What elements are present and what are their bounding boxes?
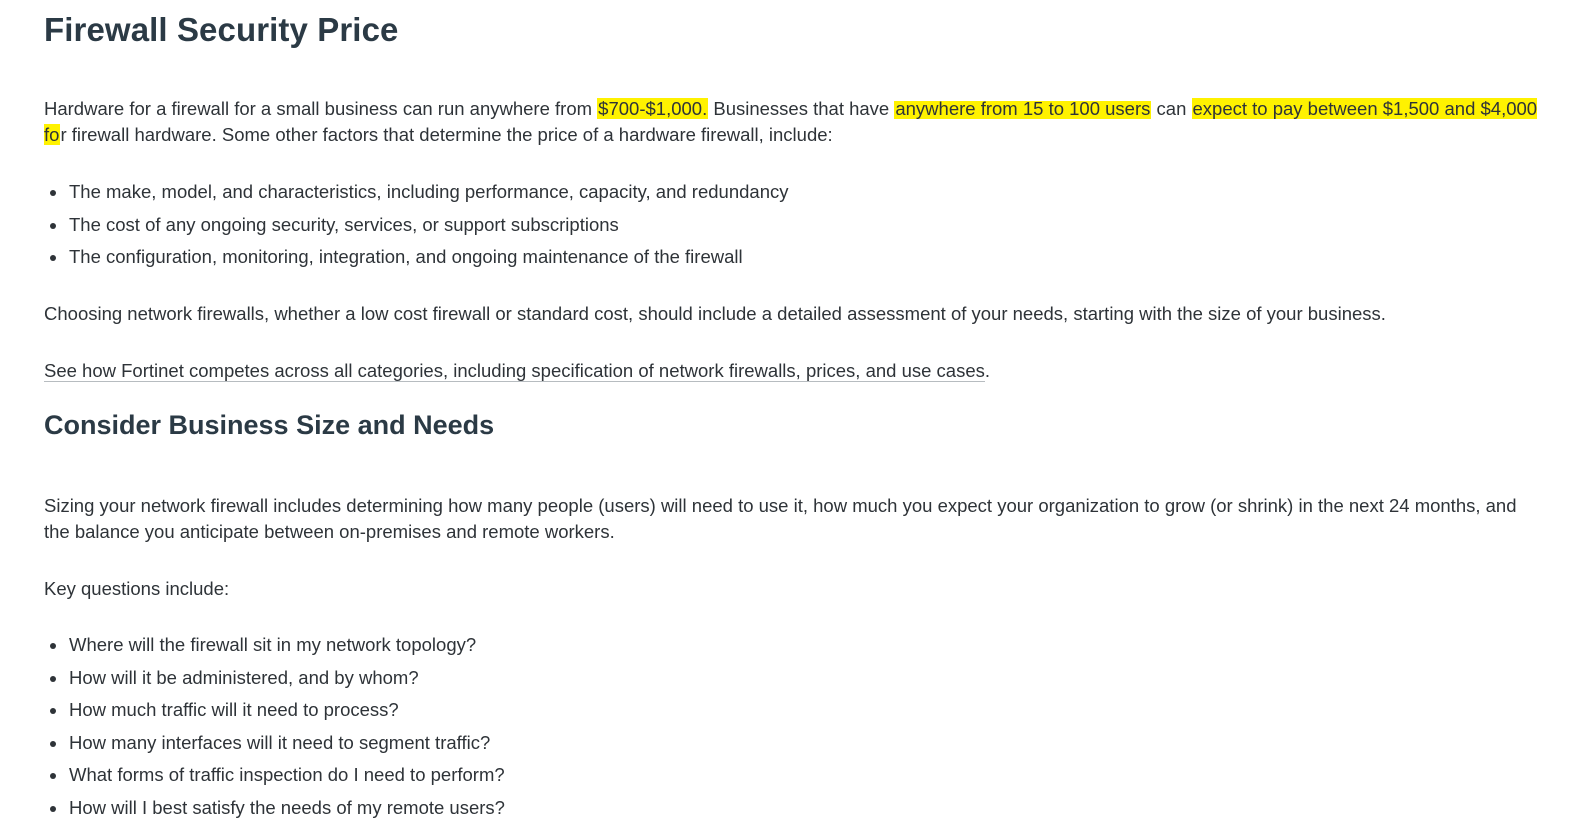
highlight-user-range: anywhere from 15 to 100 users [895,98,1151,119]
link-suffix: . [984,360,991,381]
intro-text-3: can [1151,98,1192,119]
list-item: How much traffic will it need to process? [44,697,505,730]
list-item: How many interfaces will it need to segment traffic? [44,730,505,763]
list-item: How will it be administered, and by whom? [44,665,505,698]
intro-text-2: Businesses that have [708,98,895,119]
highlight-expected-cost: expect to pay between $1,500 and $4,000 fo [44,98,1538,145]
highlight-price-range: $700-$1,000. [598,98,708,119]
section-heading: Consider Business Size and Needs [44,410,495,440]
intro-text-1: Hardware for a firewall for a small business can run anywhere from [44,98,598,119]
list-item: How will I best satisfy the needs of my remote users? [44,795,505,828]
price-factors-list [44,179,788,277]
intro-text-4: r firewall hardware. Some other factors that determine the price of a hardware firewall, include: [60,124,833,145]
fortinet-link-paragraph [44,358,990,384]
key-questions-label: Key questions include: [44,578,230,599]
list-item: What forms of traffic inspection do I need to perform? [44,762,505,795]
list-item: The make, model, and characteristics, including performance, capacity, and redundancy [44,179,788,212]
intro-paragraph [44,96,1539,148]
key-questions-list [44,632,505,827]
sizing-paragraph: Sizing your network firewall includes determining how many people (users) will need to use it, how much you expect your organization to grow (or shrink) in the next 24 months, and the balance you anticipate between on-premises and remote workers. [44,495,1517,542]
page-title: Firewall Security Price [44,11,399,48]
choosing-paragraph: Choosing network firewalls, whether a low cost firewall or standard cost, should include a detailed assessment of your needs, starting with the size of your business. [44,303,1386,324]
list-item: The configuration, monitoring, integration, and ongoing maintenance of the firewall [44,244,788,277]
list-item: The cost of any ongoing security, services, or support subscriptions [44,212,788,245]
list-item: Where will the firewall sit in my network topology? [44,632,505,665]
fortinet-comparison-link[interactable]: See how Fortinet competes across all categories, including specification of network firewalls, prices, and use cases [44,360,985,381]
